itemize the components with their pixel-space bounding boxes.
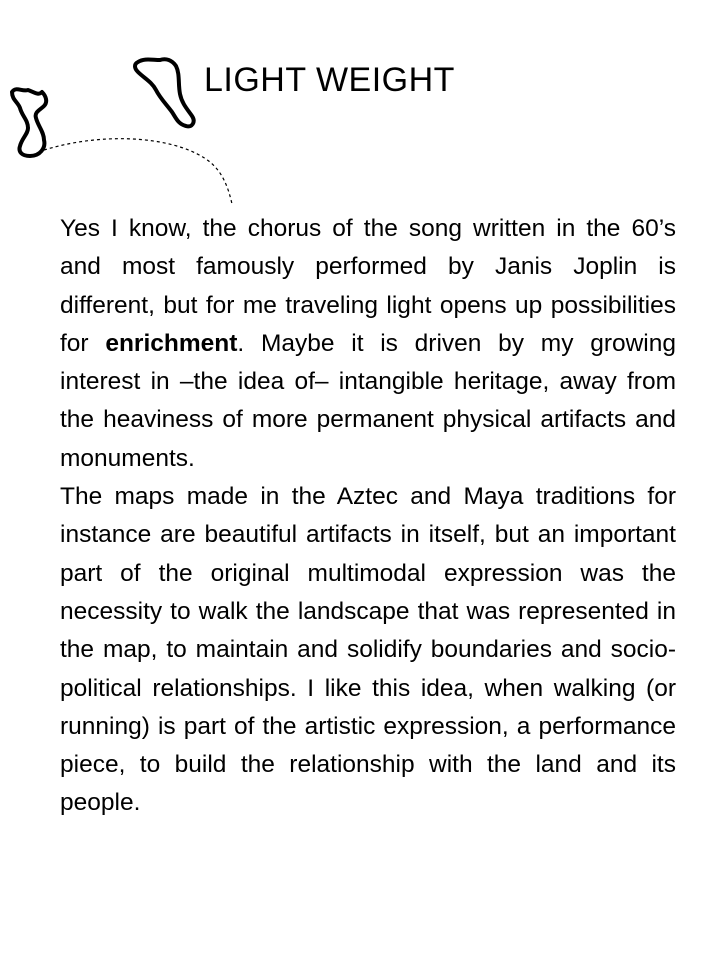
dotted-path-line [44, 139, 232, 204]
body-text [60, 210, 676, 823]
emphasis-word: enrichment [105, 329, 238, 357]
footprint-icon [135, 59, 194, 126]
paragraph [60, 210, 676, 478]
footprints-illustration [0, 0, 260, 220]
page-title: LIGHT WEIGHT [204, 61, 455, 99]
footprint-icon [12, 89, 46, 156]
paragraph-text: . Maybe it is driven by my growing interest in –the idea of– intangible heritage, away from the heaviness of more permanent physical artifacts and monuments. [60, 329, 676, 472]
paragraph-text: Yes I know, the chorus of the song written in the 60’s and most famously performed by Janis Joplin is different, but for me traveling light opens up possibilities for [60, 215, 676, 357]
paragraph: The maps made in the Aztec and Maya traditions for instance are beautiful artifacts in itself, but an important part of the original multimodal expression was the necessity to walk the landscape that was represented in the map, to maintain and solidify boundaries and socio-political relationships. I like this idea, when walking (or running) is part of the artistic expression, a performance piece, to build the relationship with the land and its people. [60, 483, 676, 817]
